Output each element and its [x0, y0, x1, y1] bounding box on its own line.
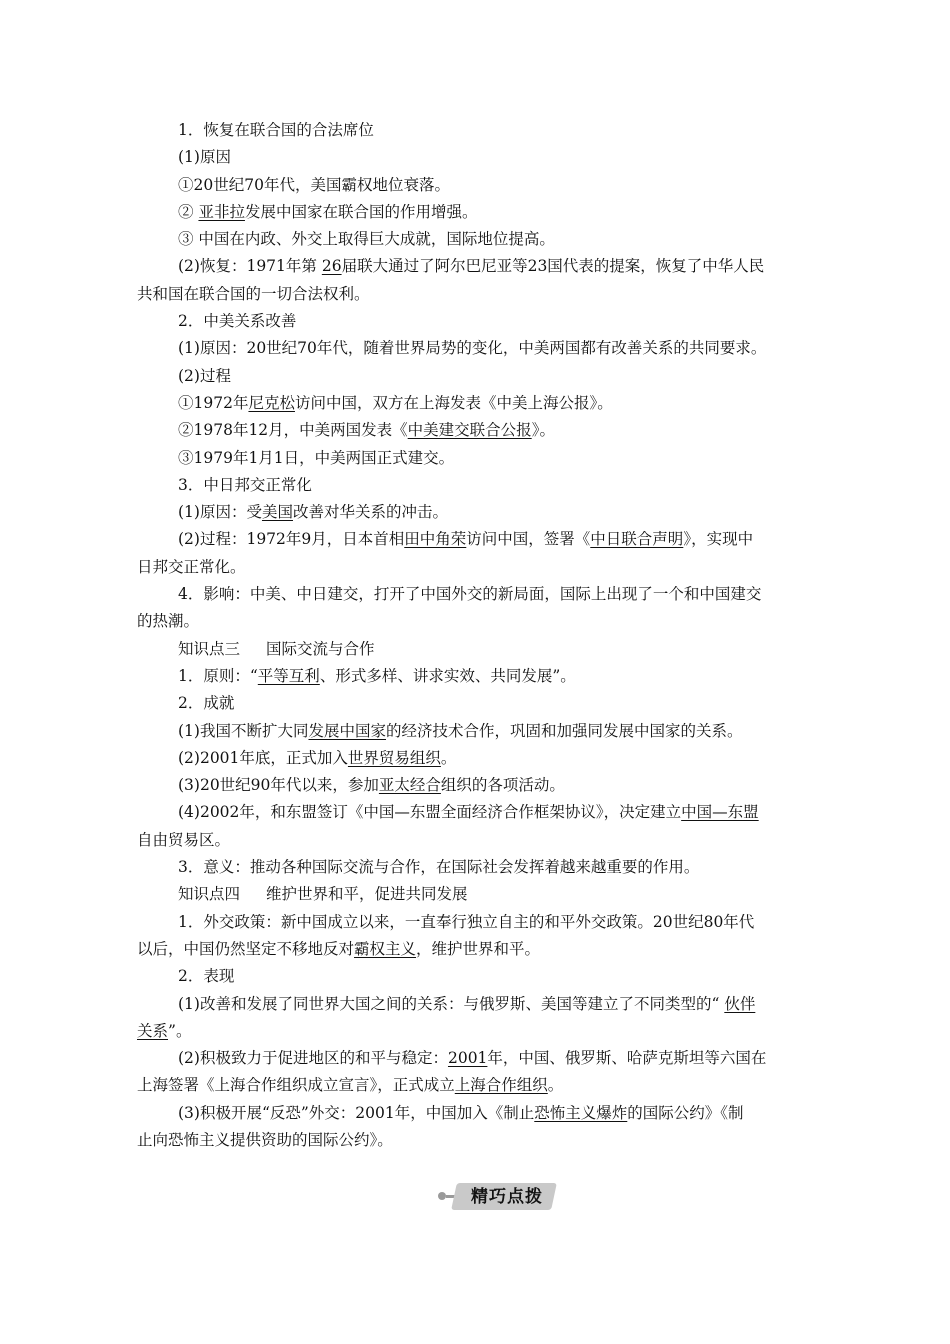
- text-line: [137, 772, 817, 799]
- key-term: 田中角荣: [404, 530, 467, 549]
- text-run: 国际交流与合作: [266, 639, 375, 658]
- text-run: 止向恐怖主义提供资助的国际公约》。: [137, 1130, 393, 1149]
- text-line: [137, 1045, 817, 1072]
- text-line: [137, 1018, 817, 1045]
- text-run: ①1972年: [178, 393, 249, 412]
- text-run: 共和国在联合国的一切合法权利。: [137, 284, 370, 303]
- key-term: 亚非拉: [198, 202, 245, 221]
- text-run: (4)2002年，和东盟签订《中国—东盟全面经济合作框架协议》，决定建立: [178, 803, 682, 822]
- key-term: 平等互利: [257, 666, 320, 685]
- key-term: 上海合作组织: [454, 1076, 548, 1095]
- key-term: 世界贸易组织: [347, 748, 441, 767]
- bullet-dot-icon: [438, 1192, 446, 1200]
- text-line: [137, 991, 817, 1018]
- text-run: (1)原因：受: [178, 503, 262, 522]
- text-line: [137, 718, 817, 745]
- text-line: [137, 1072, 817, 1099]
- key-term: 中美建交联合公报: [407, 421, 532, 440]
- key-term: 伙伴: [724, 994, 756, 1013]
- text-run: ②1978年12月，中美两国发表《: [178, 421, 408, 440]
- key-term: 恐怖主义爆炸: [534, 1103, 628, 1122]
- text-run: 日邦交正常化。: [137, 557, 246, 576]
- document-body: [137, 117, 817, 1154]
- text-line: [137, 690, 817, 717]
- text-line: [137, 636, 817, 663]
- text-run: 3．意义：推动各种国际交流与合作，在国际社会发挥着越来越重要的作用。: [178, 858, 700, 877]
- text-run: 》。: [531, 421, 555, 440]
- text-run: 的国际公约》《制: [627, 1103, 744, 1122]
- text-run: 维护世界和平，促进共同发展: [266, 885, 468, 904]
- text-line: [137, 144, 817, 171]
- text-run: ③1979年1月1日，中美两国正式建交。: [178, 448, 455, 467]
- key-term: 关系: [137, 1021, 169, 1040]
- text-line: [137, 390, 817, 417]
- section-badge: [408, 1181, 578, 1211]
- text-run: 2．成就: [178, 694, 235, 713]
- text-run: 3．中日邦交正常化: [178, 475, 312, 494]
- text-run: ②: [178, 202, 199, 221]
- text-run: 年，中国、俄罗斯、哈萨克斯坦等六国在: [487, 1049, 767, 1068]
- text-run: 改善对华关系的冲击。: [292, 503, 448, 522]
- text-run: 届联大通过了阿尔巴尼亚等23国代表的提案，恢复了中华人民: [341, 257, 765, 276]
- text-run: (1)我国不断扩大同: [178, 721, 309, 740]
- text-line: [137, 554, 817, 581]
- text-line: [137, 226, 817, 253]
- text-run: 4．影响：中美、中日建交，打开了中国外交的新局面，国际上出现了一个和中国建交: [178, 585, 762, 604]
- text-line: [137, 745, 817, 772]
- text-run: 知识点三: [178, 639, 241, 658]
- text-run: (3)积极开展“反恐”外交：2001年，中国加入《制止: [178, 1103, 535, 1122]
- text-run: 。: [440, 748, 457, 767]
- text-line: [137, 608, 817, 635]
- text-run: ，维护世界和平。: [416, 939, 541, 958]
- text-run: (3)20世纪90年代以来，参加: [178, 776, 379, 795]
- text-run: 》，实现中: [683, 530, 754, 549]
- text-line: [137, 499, 817, 526]
- text-run: (1)改善和发展了同世界大国之间的关系：与俄罗斯、美国等建立了不同类型的“: [178, 994, 725, 1013]
- text-run: 组织的各项活动。: [440, 776, 565, 795]
- text-run: 的经济技术合作，巩固和加强同发展中国家的关系。: [385, 721, 743, 740]
- key-term: 亚太经合: [378, 776, 441, 795]
- text-line: [137, 172, 817, 199]
- text-run: 自由贸易区。: [137, 830, 231, 849]
- text-run: 上海签署《上海合作组织成立宣言》，正式成立: [137, 1076, 455, 1095]
- text-line: [137, 799, 817, 826]
- text-run: 的热潮。: [137, 612, 200, 631]
- text-run: 知识点四: [178, 885, 241, 904]
- text-run: ①20世纪70年代，美国霸权地位衰落。: [178, 175, 450, 194]
- text-line: [137, 417, 817, 444]
- text-run: 访问中国，双方在上海发表《中美上海公报》。: [294, 393, 613, 412]
- text-line: [137, 963, 817, 990]
- text-line: [137, 308, 817, 335]
- text-line: [137, 281, 817, 308]
- text-line: [137, 526, 817, 553]
- text-line: [137, 253, 817, 280]
- text-line: [137, 854, 817, 881]
- text-run: 、形式多样、讲求实效、共同发展”。: [319, 666, 576, 685]
- key-term: 2001: [447, 1049, 488, 1068]
- key-term: 26: [321, 257, 342, 276]
- text-run: 1．原则：“: [178, 666, 258, 685]
- text-run: ”。: [168, 1021, 192, 1040]
- text-run: (2)过程: [178, 366, 231, 385]
- text-line: [137, 363, 817, 390]
- text-run: ③ 中国在内政、外交上取得巨大成就，国际地位提高。: [178, 230, 555, 249]
- text-run: 2．中美关系改善: [178, 312, 297, 331]
- text-run: 访问中国，签署《: [466, 530, 591, 549]
- text-run: 2．表现: [178, 967, 235, 986]
- text-run: (2)2001年底，正式加入: [178, 748, 348, 767]
- text-line: [137, 581, 817, 608]
- section-badge-label: 精巧点拨: [471, 1187, 543, 1207]
- text-line: [137, 663, 817, 690]
- text-line: [137, 909, 817, 936]
- text-line: [137, 1127, 817, 1154]
- text-run: (2)过程：1972年9月，日本首相: [178, 530, 405, 549]
- text-run: 1．恢复在联合国的合法席位: [178, 121, 374, 139]
- text-line: [137, 199, 817, 226]
- text-run: (1)原因：20世纪70年代，随着世界局势的变化，中美两国都有改善关系的共同要求。: [178, 339, 767, 358]
- text-line: [137, 117, 817, 144]
- text-run: (1)原因: [178, 148, 231, 167]
- key-term: 中国—东盟: [681, 803, 759, 822]
- text-line: [137, 1100, 817, 1127]
- text-line: [137, 335, 817, 362]
- text-line: [137, 472, 817, 499]
- text-line: [137, 827, 817, 854]
- text-run: 1．外交政策：新中国成立以来，一直奉行独立自主的和平外交政策。20世纪80年代: [178, 912, 755, 931]
- key-term: 霸权主义: [354, 939, 417, 958]
- text-run: (2)恢复：1971年第: [178, 257, 322, 276]
- key-term: 尼克松: [248, 393, 295, 412]
- text-line: [137, 936, 817, 963]
- text-line: [137, 445, 817, 472]
- text-run: (2)积极致力于促进地区的和平与稳定：: [178, 1049, 448, 1068]
- key-term: 美国: [261, 503, 293, 522]
- key-term: 中日联合声明: [590, 530, 684, 549]
- key-term: 发展中国家: [308, 721, 386, 740]
- text-run: 。: [547, 1076, 564, 1095]
- text-line: [137, 881, 817, 908]
- text-run: 发展中国家在联合国的作用增强。: [244, 202, 478, 221]
- text-run: 以后，中国仍然坚定不移地反对: [137, 939, 355, 958]
